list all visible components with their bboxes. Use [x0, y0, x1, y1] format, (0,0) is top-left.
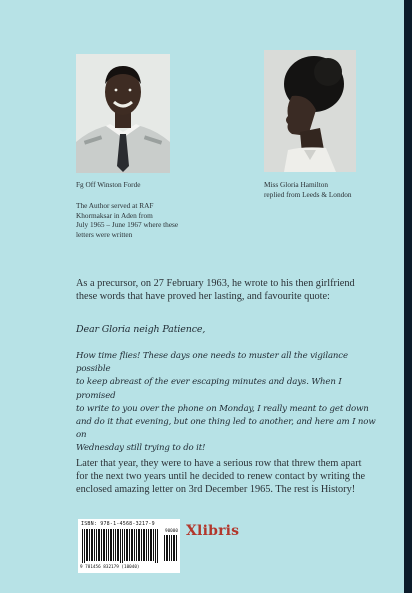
ean-digits: 9 781456 832179 (10040) [80, 565, 140, 570]
publisher-logo: Xlibris [186, 523, 240, 539]
portrait-photo-winston [76, 54, 170, 173]
caption-gloria-name: Miss Gloria Hamilton [264, 180, 329, 189]
isbn-barcode [78, 519, 180, 573]
author-note-line: Khormaksar in Aden from [76, 210, 153, 220]
spine-edge [404, 0, 412, 593]
portrait-winston-illustration [76, 54, 170, 173]
letter-quote [76, 350, 376, 456]
closing-paragraph: Later that year, they were to have a serious row that threw them apart for the next two years until he decided to renew contact by writing the enclosed amazing letter on 3rd December 1965. The rest is History! [76, 458, 366, 495]
letter-greeting: Dear Gloria neigh Patience, [76, 324, 206, 335]
portrait-photo-gloria [264, 50, 356, 172]
letter-line: How time flies! These days one needs to muster all the vigilance possible [76, 351, 348, 375]
letter-line: to write to you over the phone on Monday, I really meant to get down [76, 403, 369, 414]
letter-line: and do it that evening, but one thing led to another, and here am I now on [76, 417, 376, 441]
author-service-note [76, 201, 178, 239]
letter-line: Wednesday still trying to do it! [76, 443, 206, 454]
letter-line: to keep abreast of the ever escaping minutes and days. When I promised [76, 377, 342, 401]
portrait-gloria-illustration [264, 50, 356, 172]
intro-paragraph: As a precursor, on 27 February 1963, he wrote to his then girlfriend these words that have proved her lasting, and favourite quote: [76, 278, 355, 302]
caption-gloria-detail: replied from Leeds & London [264, 189, 352, 199]
author-note-line: letters were written [76, 229, 133, 239]
isbn-text: ISBN: 978-1-4568-3217-9 [81, 521, 155, 527]
caption-winston: Fg Off Winston Forde [76, 180, 141, 189]
price-code: 90000 [165, 529, 178, 534]
author-note-line: July 1965 – June 1967 where these [76, 220, 179, 230]
author-note-line: The Author served at RAF [76, 201, 154, 210]
caption-gloria [264, 180, 352, 199]
